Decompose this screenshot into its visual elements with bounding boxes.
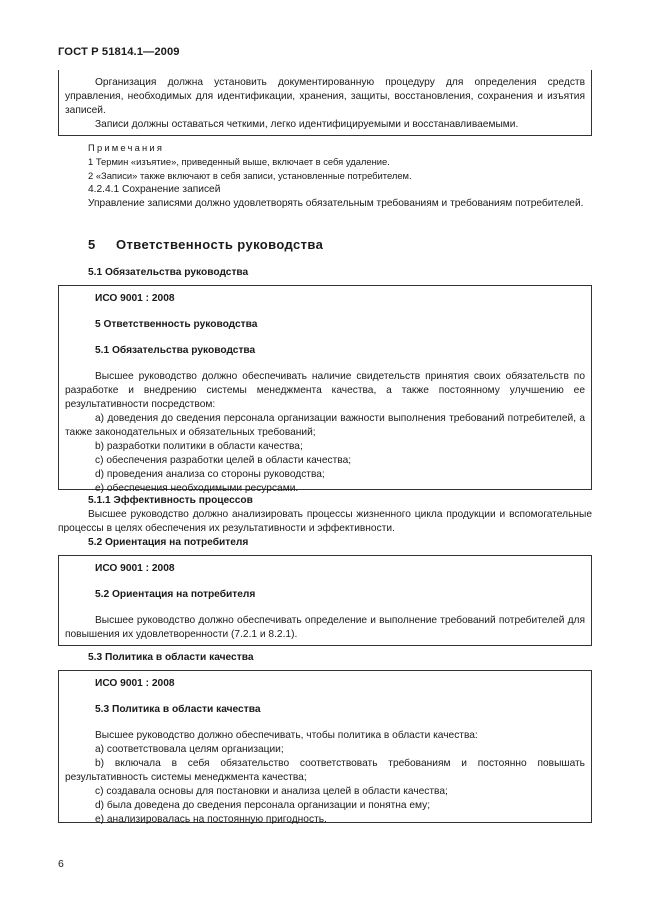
section-4-2-4-1-title: 4.2.4.1 Сохранение записей (88, 184, 221, 195)
section-5-heading (88, 238, 323, 252)
iso-heading-5-2: 5.2 Ориентация на потребителя (95, 589, 256, 600)
section-5-1-1-text: Высшее руководство должно анализировать процессы жизненного цикла продукции и вспомогательные процессы в целях обеспечения их результативности и эффективности. (58, 509, 592, 534)
section-5-number: 5 (88, 237, 96, 252)
iso-reference: ИСО 9001 : 2008 (95, 293, 175, 304)
list-item: b) включала в себя обязательство соответствовать требованиям и постоянно повышать результативность системы менеджмента качества; (65, 758, 585, 783)
iso-quote-box-5-3 (58, 670, 592, 823)
records-legibility-text: Записи должны оставаться четкими, легко идентифицируемыми и восстанавливаемыми. (95, 119, 519, 130)
list-item: a) доведения до сведения персонала организации важности выполнения требований потребителей, а также законодательных и обязательных требований; (65, 413, 585, 438)
list-item: a) соответствовала целям организации; (95, 744, 284, 755)
iso-quote-box-records (58, 70, 592, 136)
iso-heading-5: 5 Ответственность руководства (95, 319, 258, 330)
records-procedure-text: Организация должна установить документированную процедуру для определения средств управления, необходимых для идентификации, хранения, защиты, восстановления, сохранения и изъятия записей. (65, 77, 585, 116)
section-4-2-4-1 (58, 183, 592, 211)
section-5-1-1 (58, 494, 592, 536)
notes-title: Примечания (88, 142, 165, 153)
note-2: 2 «Записи» также включают в себя записи, установленные потребителем. (88, 170, 412, 181)
list-item: d) была доведена до сведения персонала организации и понятна ему; (95, 800, 431, 811)
iso-5-1-intro: Высшее руководство должно обеспечивать наличие свидетельств принятия своих обязательств по разработке и внедрению системы менеджмента качества, а также постоянному улучшению ее результативности посредством: (65, 371, 585, 410)
section-5-1-heading: 5.1 Обязательства руководства (88, 267, 249, 278)
section-5-1-1-heading: 5.1.1 Эффективность процессов (88, 495, 253, 506)
document-header: ГОСТ Р 51814.1—2009 (58, 46, 180, 58)
section-4-2-4-1-text: Управление записями должно удовлетворять обязательным требованиям и требованиям потребителей. (88, 198, 584, 209)
iso-quote-box-5-1 (58, 285, 592, 494)
iso-5-3-intro: Высшее руководство должно обеспечивать, чтобы политика в области качества: (95, 730, 478, 741)
list-item: e) обеспечения необходимыми ресурсами. (95, 483, 299, 494)
iso-reference: ИСО 9001 : 2008 (95, 678, 175, 689)
list-item: b) разработки политики в области качества; (95, 441, 303, 452)
list-item: c) обеспечения разработки целей в области качества; (95, 455, 352, 466)
iso-heading-5-3: 5.3 Политика в области качества (95, 704, 261, 715)
list-item: c) создавала основы для постановки и анализа целей в области качества; (95, 786, 448, 797)
page-number: 6 (58, 858, 64, 870)
iso-quote-box-5-2 (58, 555, 592, 646)
iso-5-2-text: Высшее руководство должно обеспечивать определение и выполнение требований потребителей для повышения их удовлетворенности (7.2.1 и 8.2.1). (65, 615, 585, 640)
section-5-title: Ответственность руководства (116, 237, 324, 252)
section-5-3-heading: 5.3 Политика в области качества (88, 652, 254, 663)
iso-heading-5-1: 5.1 Обязательства руководства (95, 345, 256, 356)
notes-block (58, 141, 592, 183)
iso-reference: ИСО 9001 : 2008 (95, 563, 175, 574)
list-item: d) проведения анализа со стороны руководства; (95, 469, 325, 480)
section-5-2-heading: 5.2 Ориентация на потребителя (88, 537, 249, 548)
list-item: e) анализировалась на постоянную пригодность. (95, 814, 327, 825)
note-1: 1 Термин «изъятие», приведенный выше, включает в себя удаление. (88, 156, 390, 167)
